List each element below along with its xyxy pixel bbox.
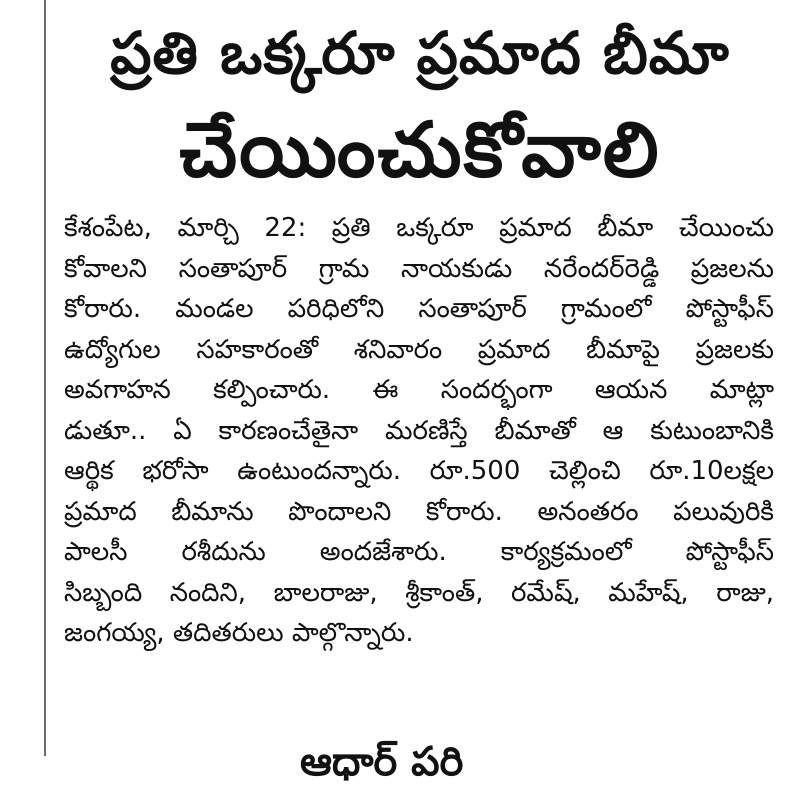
body-line: సిబ్బంది నందిని, బాలరాజు, శ్రీకాంత్, రమేష్, మహేష్, రాజు, — [64, 577, 774, 608]
article-body — [64, 208, 774, 654]
body-line: ప్రమాద బీమాను పొందాలని కోరారు. అనంతరం పలువురికి — [64, 496, 774, 527]
next-headline-fragment: ఆధార్ పరి — [300, 739, 464, 785]
body-line: కోరారు. మండల పరిధిలోని సంతాపూర్ గ్రామంలో పోస్టాఫీస్ — [64, 294, 774, 324]
body-line: డుతూ.. ఏ కారణంచేతైనా మరణిస్తే బీమాతో ఆ కుటుంబానికి — [64, 415, 774, 446]
column-divider — [44, 0, 46, 756]
body-line: ఆర్థిక భరోసా ఉంటుందన్నారు. రూ.500 చెల్లించి రూ.10లక్షల — [64, 456, 774, 486]
body-line: పాలసీ రశీదును అందజేశారు. కార్యక్రమంలో పోస్టాఫీస్ — [64, 537, 774, 567]
body-line: కోవాలని సంతాపూర్ గ్రామ నాయకుడు నరేందర్‌రెడ్డి ప్రజలను — [64, 253, 774, 284]
body-line: కేశంపేట, మార్చి 22: ప్రతి ఒక్కరూ ప్రమాద బీమా చేయించు — [64, 213, 774, 243]
body-line: జంగయ్య, తదితరులు పాల్గొన్నారు. — [64, 618, 414, 648]
body-line: ఉద్యోగుల సహకారంతో శనివారం ప్రమాద బీమాపై ప్రజలకు — [64, 334, 774, 365]
body-line: అవగాహన కల్పించారు. ఈ సందర్భంగా ఆయన మాట్లా — [64, 375, 774, 405]
headline-line-1: ప్రతి ఒక్కరూ ప్రమాద బీమా — [110, 19, 730, 87]
next-article-headline-cropped — [300, 728, 600, 785]
headline-line-2: చేయించుకోవాలి — [179, 105, 661, 194]
